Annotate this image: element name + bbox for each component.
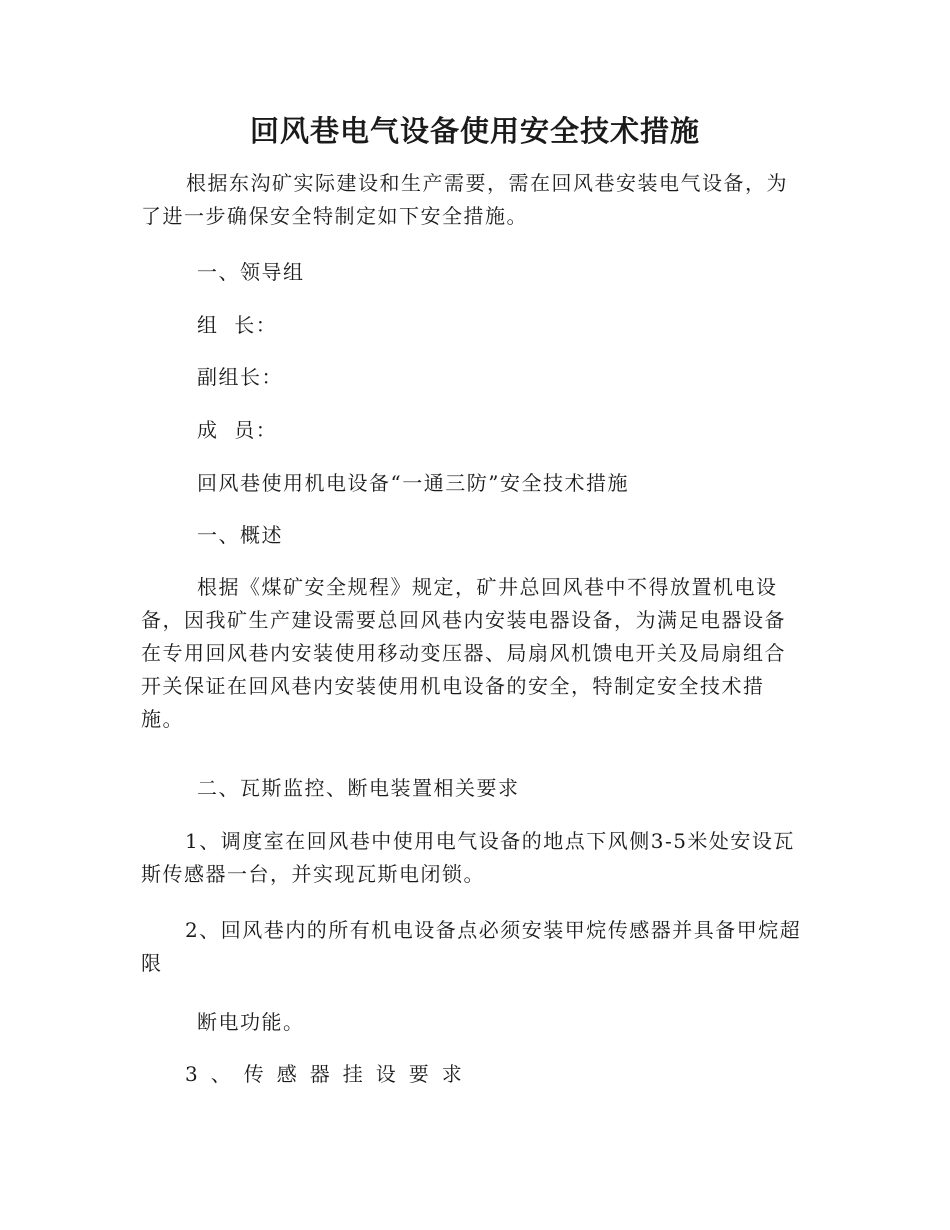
intro-paragraph (141, 167, 806, 233)
deputy-label: 副组长： (197, 365, 283, 389)
overview-paragraph (141, 571, 806, 736)
overview-heading: 一、概述 (197, 523, 283, 547)
overview-line-3: 在专用回风巷内安装使用移动变压器、局扇风机馈电开关及局扇组合 (141, 641, 786, 665)
section1-heading: 一、领导组 (197, 260, 305, 284)
intro-line-1: 根据东沟矿实际建设和生产需要，需在回风巷安装电气设备，为 (186, 171, 788, 195)
overview-line-4: 开关保证在回风巷内安装使用机电设备的安全，特制定安全技术措 (141, 674, 765, 698)
item2-paragraph (141, 914, 806, 980)
overview-line-1: 根据《煤矿安全规程》规定，矿井总回风巷中不得放置机电设 (197, 575, 778, 599)
item2-line-2: 限 (141, 951, 163, 975)
item2-continuation: 断电功能。 (197, 1010, 305, 1034)
intro-line-2: 了进一步确保安全特制定如下安全措施。 (141, 204, 528, 228)
leader-label: 组 长： (197, 313, 278, 337)
item2-line-1: 2、回风巷内的所有机电设备点必须安装甲烷传感器并具备甲烷超 (185, 918, 802, 942)
item1-paragraph (141, 825, 806, 891)
item3-heading: 3、传感器挂设要求 (185, 1062, 475, 1086)
item1-line-1: 1、调度室在回风巷中使用电气设备的地点下风侧3-5米处安设瓦 (185, 829, 795, 853)
overview-line-5: 施。 (141, 707, 184, 731)
section2-heading: 二、瓦斯监控、断电装置相关要求 (197, 776, 520, 800)
member-label: 成 员： (197, 418, 278, 442)
overview-line-2: 备，因我矿生产建设需要总回风巷内安装电器设备，为满足电器设备 (141, 608, 786, 632)
item1-line-2: 斯传感器一台，并实现瓦斯电闭锁。 (141, 862, 485, 886)
subtitle: 回风巷使用机电设备“一通三防”安全技术措施 (197, 471, 629, 495)
document-title: 回风巷电气设备使用安全技术措施 (249, 114, 700, 148)
